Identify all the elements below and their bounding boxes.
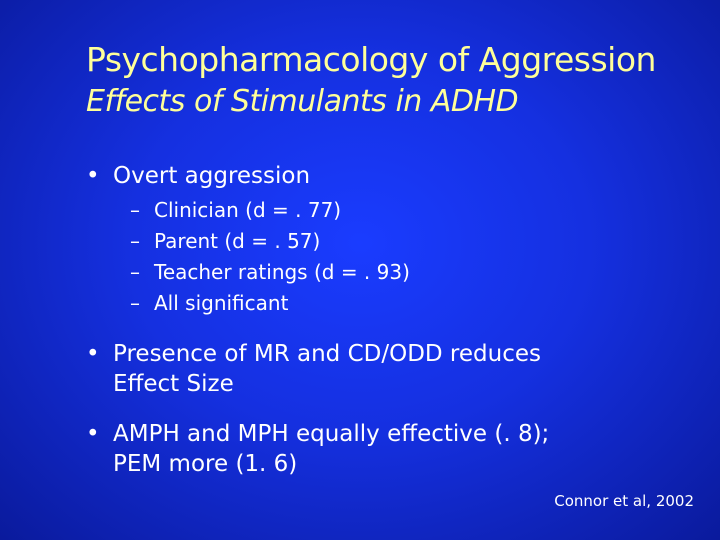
bullet-line-2: PEM more (1. 6) (113, 451, 298, 477)
bullet-line-1: Presence of MR and CD/ODD reduces (113, 341, 541, 367)
sub-bullet-text: Teacher ratings (d = . 93) (154, 260, 410, 284)
bullet-marker: • (86, 421, 100, 447)
slide-subtitle: Effects of Stimulants in ADHD (86, 84, 519, 119)
bullet-line-1: AMPH and MPH equally effective (. 8); (113, 421, 550, 447)
bullet-marker: • (86, 163, 100, 189)
bullet-marker: • (86, 341, 100, 367)
slide-title: Psychopharmacology of Aggression (86, 40, 656, 79)
dash-marker: – (130, 229, 140, 253)
sub-bullet-text: Clinician (d = . 77) (154, 198, 342, 222)
bullet-text: Overt aggression (113, 163, 311, 189)
dash-marker: – (130, 260, 140, 284)
dash-marker: – (130, 291, 140, 315)
citation: Connor et al, 2002 (554, 492, 694, 510)
dash-marker: – (130, 198, 140, 222)
bullet-line-2: Effect Size (113, 371, 234, 397)
sub-bullet-text: All significant (154, 291, 289, 315)
sub-bullet-text: Parent (d = . 57) (154, 229, 321, 253)
